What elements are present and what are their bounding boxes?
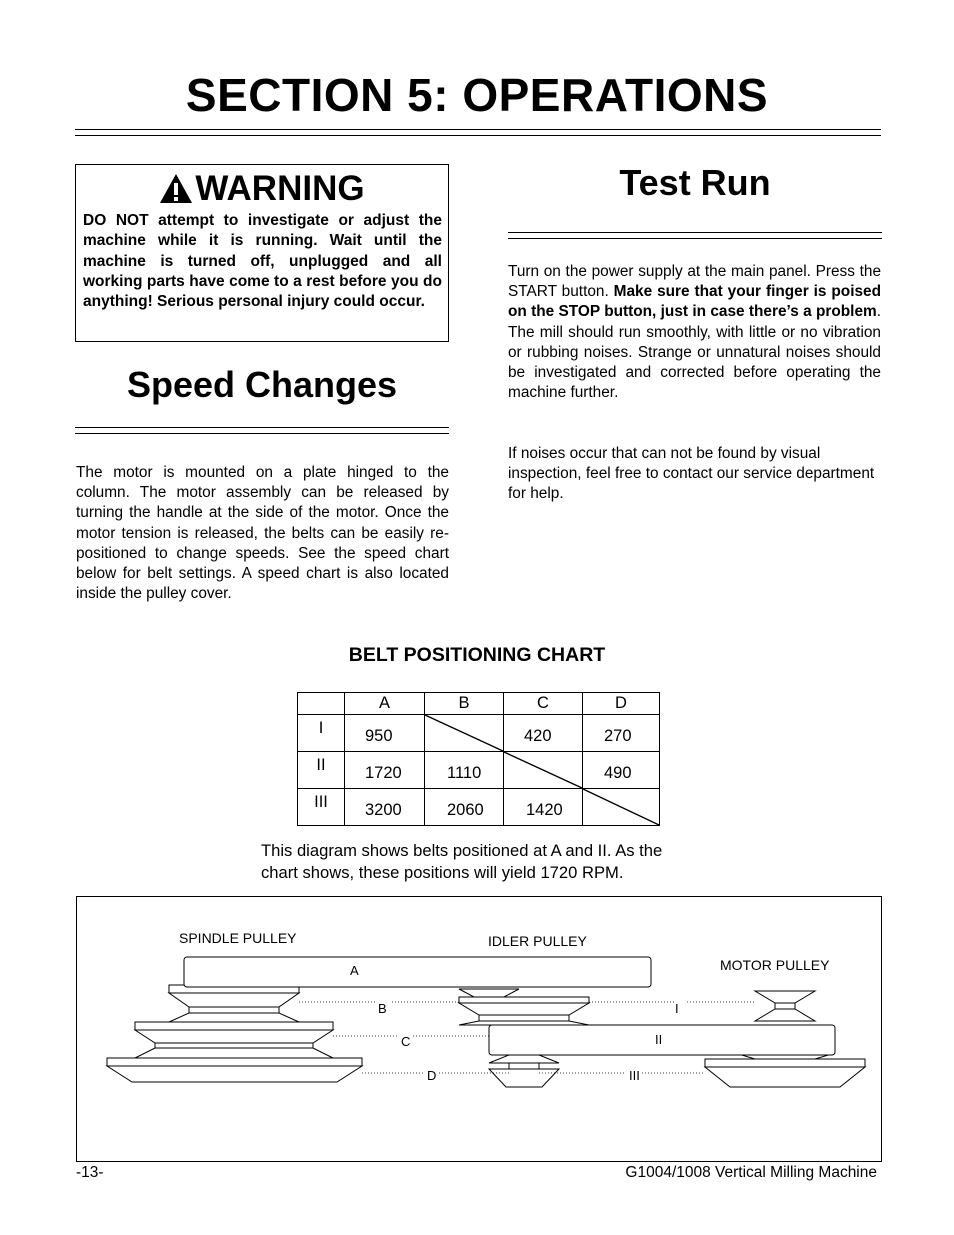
spindle-pulley-label: SPINDLE PULLEY — [179, 930, 297, 946]
table-cell: 1420 — [504, 789, 583, 826]
speed-changes-body: The motor is mounted on a plate hinged to the column. The motor assembly can be released by turning the handle at the side of the motor. Once the motor tension is released, the belts can be easily re-positioned to change speeds. See the speed chart below for belt settings. A speed chart is also located inside the pulley cover. — [76, 464, 449, 603]
idler-pulley-label: IDLER PULLEY — [488, 933, 587, 949]
table-cell: 490 — [583, 752, 660, 789]
row-label: I — [298, 715, 345, 752]
test-run-text-2: . The mill should run smoothly, with little or no vibration or rubbing noises. Strange or unnatural noises should be investigated and corrected before operating the machine further. — [508, 303, 881, 402]
table-cell: 270 — [583, 715, 660, 752]
cross-line-icon — [583, 789, 659, 825]
table-row — [298, 752, 660, 789]
table-row — [298, 715, 660, 752]
warning-box — [75, 164, 449, 342]
step-label-d: D — [427, 1068, 437, 1083]
belt-chart-title: BELT POSITIONING CHART — [348, 644, 606, 666]
table-cell: 2060 — [425, 789, 504, 826]
spindle-step-d — [107, 1058, 362, 1066]
header-cell: A — [345, 693, 425, 715]
table-row — [298, 789, 660, 826]
test-run-bold-text: Make sure that your finger is poised on the STOP button, just in case there’s a problem — [508, 283, 881, 321]
warning-heading-text: WARNING — [195, 169, 365, 208]
speed-changes-rule — [75, 427, 449, 434]
step-label-iii: III — [629, 1068, 640, 1083]
table-cell: 1110 — [425, 752, 504, 789]
belt-positioning-table — [297, 692, 660, 826]
page-title: SECTION 5: OPERATIONS — [185, 69, 769, 121]
test-run-heading: Test Run — [619, 162, 771, 203]
test-run-body-2: If noises occur that can not be found by visual inspection, feel free to contact our service department for help. — [508, 445, 875, 503]
pulley-diagram-drawing — [77, 897, 881, 1161]
table-cell: 950 — [345, 715, 425, 752]
step-label-ii: II — [655, 1032, 663, 1047]
pulley-diagram — [76, 896, 882, 1162]
warning-text: DO NOT attempt to investigate or adjust the machine while it is running. Wait until the machine is turned off, unplugged and all working parts have come to a rest before you do anything! Serious personal injury could occur. — [83, 212, 442, 311]
table-cell: 1720 — [345, 752, 425, 789]
table-cell: 420 — [504, 715, 583, 752]
table-cell-crossed — [504, 752, 583, 789]
row-label: III — [298, 789, 345, 826]
step-label-c: C — [401, 1034, 411, 1049]
test-run-body — [508, 262, 881, 403]
test-run-text-1: Turn on the power supply at the main panel. Press the START button. — [508, 263, 881, 301]
cross-line-icon — [425, 715, 503, 751]
table-cell: 3200 — [345, 789, 425, 826]
step-label-a: A — [350, 963, 359, 978]
header-cell: C — [504, 693, 583, 715]
header-cell: D — [583, 693, 660, 715]
step-label-i: I — [675, 1001, 679, 1016]
page-number: -13- — [76, 1164, 104, 1181]
row-label: II — [298, 752, 345, 789]
table-cell-crossed — [583, 789, 660, 826]
warning-heading — [76, 169, 448, 209]
table-header-row — [298, 693, 660, 715]
header-cell — [298, 693, 345, 715]
diagram-caption: This diagram shows belts positioned at A and II. As the chart shows, these positions will yield 1720 RPM. — [261, 841, 663, 882]
warning-triangle-icon — [159, 173, 193, 204]
table-cell-crossed — [425, 715, 504, 752]
test-run-rule — [508, 232, 882, 239]
speed-changes-heading: Speed Changes — [126, 364, 398, 405]
motor-pulley-label: MOTOR PULLEY — [720, 957, 830, 973]
footer-model: G1004/1008 Vertical Milling Machine — [625, 1164, 877, 1181]
header-cell: B — [425, 693, 504, 715]
title-rule — [75, 129, 881, 136]
spindle-step-c — [135, 1022, 333, 1030]
step-label-b: B — [378, 1001, 387, 1016]
cross-line-icon — [504, 752, 582, 788]
